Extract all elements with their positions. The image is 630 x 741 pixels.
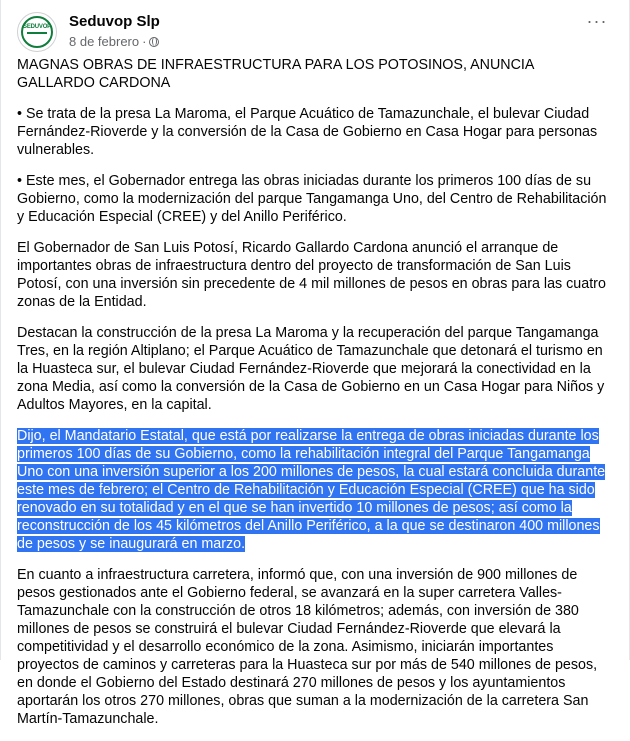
page-avatar[interactable] bbox=[17, 12, 57, 52]
post-body bbox=[17, 56, 609, 741]
selected-text: Dijo, el Mandatario Estatal, que está por realizarse la entrega de obras iniciadas durante los primeros 100 días de su Gobierno, como la rehabilitación integral del Parque Tangamanga Uno con una inversión superior a los 200 millones de pesos, la cual estará concluida durante este mes de febrero; el Centro de Rehabilitación y Educación Especial (CREE) que ha sido renovado en su totalidad y en el que se han invertido 10 millones de pesos; así como la reconstrucción de los 45 kilómetros del Anillo Periférico, a la que se destinaron 400 millones de pesos y se inaugurará en marzo. bbox=[17, 428, 606, 552]
globe-icon[interactable] bbox=[149, 37, 159, 47]
page-name-link[interactable]: Seduvop Slp bbox=[69, 13, 160, 30]
bullet-item: • Se trata de la presa La Maroma, el Parque Acuático de Tamazunchale, el bulevar Ciudad Fernández-Rioverde y la conversión de la Casa de Gobierno en Casa Hogar para personas vulnerables. bbox=[17, 106, 598, 158]
paragraph: El Gobernador de San Luis Potosí, Ricardo Gallardo Cardona anunció el arranque de importantes obras de infraestructura dentro del proyecto de transformación de San Luis Potosí, con una inversión sin precedente de 4 mil millones de pesos en obras para las cuatro zonas de la Entidad. bbox=[17, 240, 606, 310]
post-header bbox=[17, 12, 613, 52]
avatar-logo-text: SEDUVOP bbox=[23, 24, 51, 30]
paragraph: En cuanto a infraestructura carretera, informó que, con una inversión de 900 millones de pesos gestionados ante el Gobierno federal, se avanzará en la super carretera Valles-Tamazunchale con la construcción de otros 18 kilómetros; además, con inversión de 380 millones de pesos se construirá el bulevar Ciudad Fernández-Rioverde que elevará la competitividad y el desarrollo económico de la zona. Asimismo, iniciarán importantes proyectos de caminos y carreteras para la Huasteca sur por más de 540 millones de pesos, en donde el Gobierno del Estado destinará 270 millones de pesos y los ayuntamientos aportarán los otros 270 millones, obras que suman a la modernización de la carretera San Martín-Tamazunchale. bbox=[17, 567, 598, 727]
bullet-item: • Este mes, el Gobernador entrega las obras iniciadas durante los primeros 100 días de su Gobierno, como la modernización del parque Tangamanga Uno, del Centro de Rehabilitación y Educación Especial (CREE) y del Anillo Periférico. bbox=[17, 173, 607, 225]
meta-separator: · bbox=[142, 34, 147, 49]
post-title: MAGNAS OBRAS DE INFRAESTRUCTURA PARA LOS POTOSINOS, ANUNCIA GALLARDO CARDONA bbox=[17, 57, 534, 91]
paragraph: Destacan la construcción de la presa La Maroma y la recuperación del parque Tangamanga Tres, en la región Altiplano; el Parque Acuático de Tamazunchale que detonará el turismo en la Huasteca sur, el bulevar Ciudad Fernández-Rioverde que mejorará la conectividad en la zona Media, así como la conversión de la Casa de Gobierno en un Casa Hogar para Niños y Adultos Mayores, en la capital. bbox=[17, 325, 605, 413]
logo-bar bbox=[27, 32, 47, 34]
post-meta bbox=[69, 34, 159, 49]
more-options-icon[interactable]: ··· bbox=[586, 11, 608, 31]
post-date-link[interactable]: 8 de febrero bbox=[69, 34, 140, 49]
highlighted-paragraph bbox=[17, 427, 609, 553]
